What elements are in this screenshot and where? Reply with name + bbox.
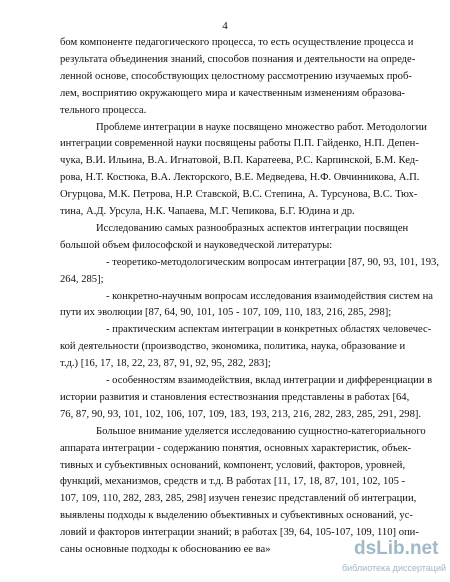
text-line: пути их эволюции [87, 64, 90, 101, 105 - 107, 109, 110, 183, 216, 285, 298]; [60,307,392,319]
text-line: тина, А.Д. Урсула, Н.К. Чапаева, М.Г. Чепикова, Б.Г. Юдина и др. [60,206,355,217]
text-line: Большое внимание уделяется исследованию сущностно-категориального [96,425,426,437]
text-line: Огурцова, М.К. Петрова, Н.Р. Ставской, В.С. Степина, А. Турсунова, В.С. Тюх- [60,189,418,201]
text-line: 107, 109, 110, 282, 283, 285, 298] изучен генезис представлений об интеграции, [60,493,417,505]
text-line: - особенностям взаимодействия, вклад интеграции и дифференциации в [106,375,433,386]
text-line: выявлены подходы к выделению объективных и субъективных оснований, ус- [60,510,413,522]
text-line: кой деятельности (производство, экономика, политика, наука, образование и [60,341,406,353]
text-line: большой объем философской и науковедческой литературы: [60,239,333,251]
page-number: 4 [222,20,228,32]
text-line: тельного процесса. [60,104,147,116]
text-line: лем, восприятию окружающего мира и качественным изменениям образова- [60,87,406,99]
text-line: ленной основе, способствующих целостному рассмотрению изучаемых проб- [60,70,412,82]
text-line: бом компоненте педагогического процесса, то есть осуществление процесса и [60,37,414,48]
text-line: чука, В.И. Ильина, В.А. Игнатовой, В.П. Каратеева, Р.С. Карпинской, Б.М. Кед- [60,155,419,167]
text-line: аппарата интеграции - содержанию понятия, основных характеристик, объек- [60,442,412,454]
watermark-logo: dsLib.net [354,538,439,559]
text-line: Исследованию самых разнообразных аспектов интеграции посвящен [96,222,409,234]
watermark [340,538,448,578]
text-line: истории развития и становления естествознания представлены в работах [64, [60,391,410,403]
text-line: - конкретно-научным вопросам исследования взаимодействия систем на [106,290,433,302]
watermark-subtitle: библиотека диссертаций [342,563,447,573]
text-line: 264, 285]; [60,273,104,285]
text-line: рова, Н.Т. Костюка, В.А. Лекторского, В.Е. Медведева, Н.Ф. Овчинникова, А.П. [60,172,420,184]
text-line: интеграции современной науки посвящены работы П.П. Гайденко, Н.П. Депен- [60,138,419,150]
text-line: 76, 87, 90, 93, 101, 102, 106, 107, 109, 183, 193, 213, 216, 282, 283, 285, 291, 298]. [60,408,422,420]
text-line: результата объединения знаний, способов познания и деятельности на опреде- [60,53,416,65]
text-line: т.д.) [16, 17, 18, 22, 23, 87, 91, 92, 95, 282, 283]; [60,358,271,370]
text-line: - теоретико-методологическим вопросам интеграции [87, 90, 93, 101, 193, [106,256,439,268]
text-line: - практическим аспектам интеграции в конкретных областях человечес- [106,324,432,336]
text-line: ловий и факторов интеграции знаний; в работах [39, 64, 105-107, 109, 110] опи- [60,527,419,539]
text-line: саны основные подходы к обоснованию ее ва» [60,544,271,555]
text-line: функций, механизмов, средств и т.д. В работах [11, 17, 18, 87, 101, 102, 105 - [60,476,406,488]
text-line: Проблеме интеграции в науке посвящено множество работ. Методологии [96,121,427,133]
text-line: тивных и субъективных оснований, компонент, условий, факторов, уровней, [60,459,406,471]
